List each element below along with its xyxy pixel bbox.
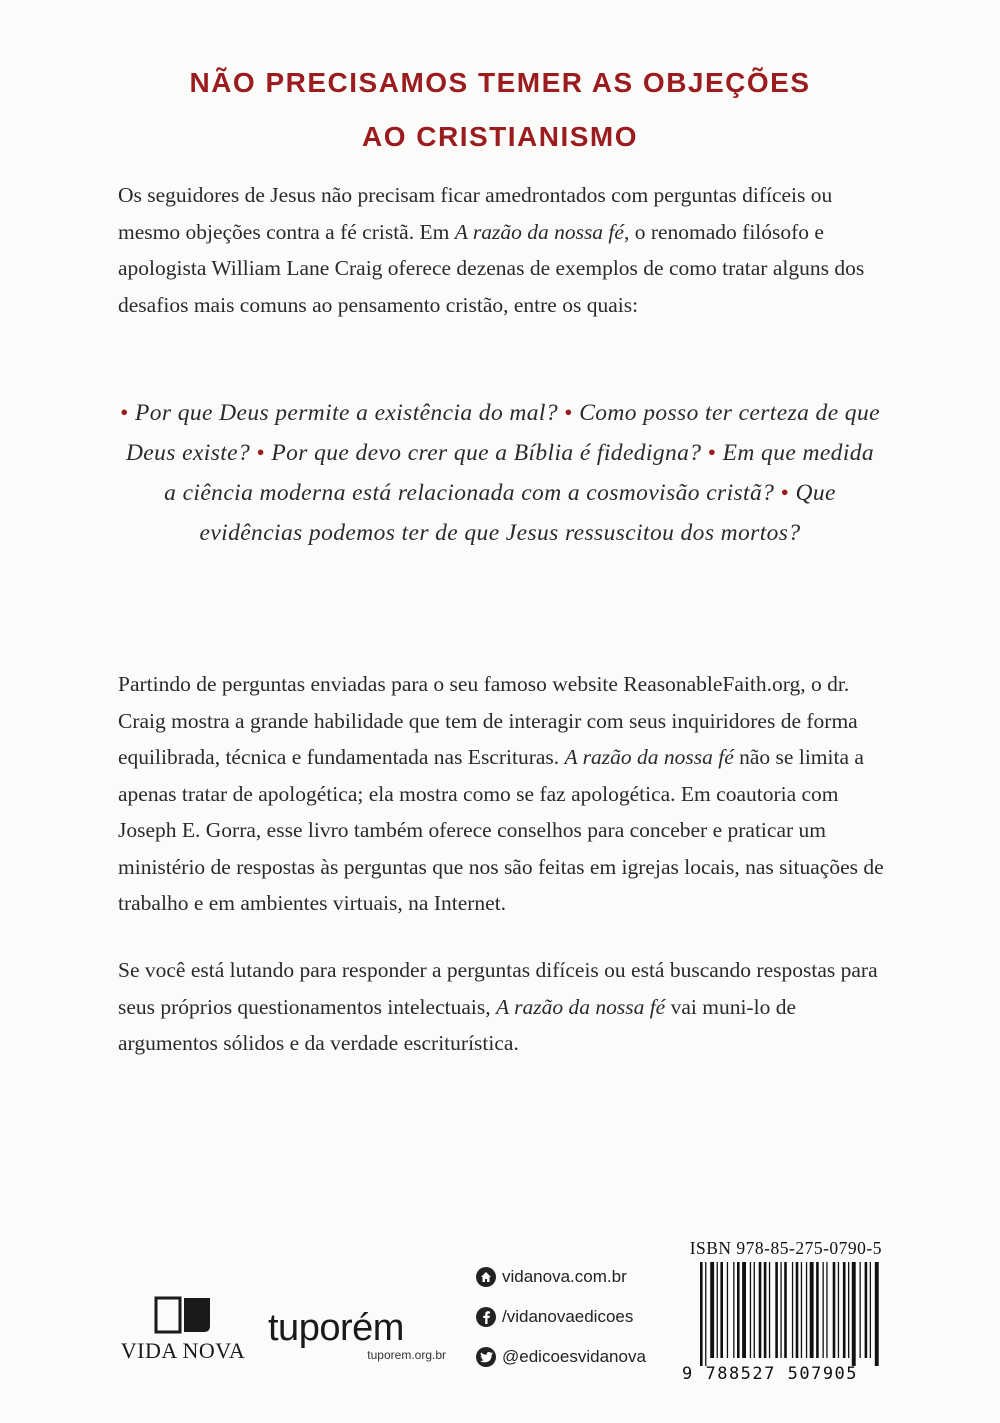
body2-text-1: Partindo de perguntas enviadas para o seu famoso website ReasonableFaith.org, o dr. Craig mostra a grande habilidade que tem de interagir com seus inquiridores de forma equilibrada, técnica e fundamentada nas Escrituras. xyxy=(118,672,858,769)
barcode-digits: 9 788527 507905 xyxy=(682,1364,859,1384)
facebook-icon xyxy=(476,1307,496,1327)
intro-text-2: , o renomado filósofo e apologista William Lane Craig oferece dezenas de exemplos de como tratar alguns dos desafios mais comuns ao pensamento cristão, entre os quais: xyxy=(118,219,865,317)
headline-line-2: AO CRISTIANISMO xyxy=(361,121,639,152)
question-4: Em que medida a ciência moderna está relacionada com a cosmovisão cristã? xyxy=(164,440,875,506)
barcode-bar xyxy=(792,1262,793,1358)
isbn-label: ISBN 978-85-275-0790-5 xyxy=(689,1238,882,1258)
body-paragraph-3 xyxy=(118,952,888,1062)
vida-nova-wordmark: VIDA NOVA xyxy=(120,1338,246,1363)
body3-text-1: Se você está lutando para responder a perguntas difíceis ou está buscando respostas para seus próprios questionamentos intelectuais, xyxy=(118,958,878,1019)
body2-book-title: A razão da nossa fé xyxy=(564,745,734,769)
bullet-1: • xyxy=(120,400,129,426)
barcode-bar xyxy=(737,1262,740,1358)
question-5: Que evidências podemos ter de que Jesus ressuscitou dos mortos? xyxy=(199,480,836,546)
barcode-bar xyxy=(816,1262,819,1358)
social-twitter xyxy=(476,1337,646,1377)
barcode-bar xyxy=(720,1262,723,1358)
barcode-bar xyxy=(870,1262,871,1358)
tuporem-wordmark: tuporém xyxy=(268,1307,404,1349)
barcode-bar xyxy=(700,1262,703,1366)
barcode-bar xyxy=(742,1262,746,1358)
vida-nova-book-icon xyxy=(148,1296,218,1336)
questions-list xyxy=(118,393,882,553)
question-1: Por que Deus permite a existência do mal? xyxy=(134,400,558,426)
back-cover-headline xyxy=(0,56,1000,164)
website-text: vidanova.com.br xyxy=(502,1267,627,1286)
barcode-bar xyxy=(769,1262,770,1358)
barcode-bar xyxy=(784,1262,787,1358)
tuporem-logo xyxy=(268,1308,448,1362)
bullet-2: • xyxy=(564,400,573,426)
intro-text-1: Os seguidores de Jesus não precisam ficar amedrontados com perguntas difíceis ou mesmo objeções contra a fé cristã. Em xyxy=(118,183,833,244)
barcode-bar xyxy=(810,1262,814,1358)
bullet-4: • xyxy=(707,440,717,466)
barcode-bar xyxy=(754,1262,755,1358)
intro-paragraph xyxy=(118,177,888,323)
barcode-bar xyxy=(838,1262,839,1358)
barcode-bar xyxy=(705,1262,706,1366)
barcode-bar xyxy=(860,1262,861,1358)
question-2: Como posso ter certeza de que Deus existe? xyxy=(125,400,880,466)
barcode-bar xyxy=(806,1262,807,1358)
barcode-bar xyxy=(801,1262,802,1358)
barcode-bar xyxy=(780,1262,781,1358)
vida-nova-logo xyxy=(118,1296,248,1364)
barcode-bar xyxy=(750,1262,751,1358)
barcode-bars xyxy=(682,1262,882,1366)
barcode-bar xyxy=(759,1262,762,1358)
facebook-text: /vidanovaedicoes xyxy=(502,1307,634,1326)
barcode-bar xyxy=(796,1262,799,1358)
barcode-bar xyxy=(848,1262,849,1358)
bullet-5: • xyxy=(780,480,790,506)
barcode-bar xyxy=(833,1262,836,1358)
twitter-text: @edicoesvidanova xyxy=(502,1347,646,1366)
barcode-bar xyxy=(764,1262,767,1358)
body-paragraph-2 xyxy=(118,666,888,922)
barcode-bar xyxy=(733,1262,734,1358)
barcode-bar xyxy=(823,1262,824,1358)
barcode-bar xyxy=(865,1262,868,1358)
barcode-bar xyxy=(843,1262,846,1358)
barcode-bar xyxy=(775,1262,778,1358)
social-links xyxy=(476,1257,646,1377)
barcode-bar xyxy=(875,1262,879,1366)
isbn-barcode xyxy=(682,1238,882,1384)
question-3: Por que devo crer que a Bíblia é fidedigna? xyxy=(271,440,702,466)
body3-book-title: A razão da nossa fé xyxy=(495,994,666,1019)
intro-book-title: A razão da nossa fé xyxy=(454,219,624,244)
bullet-3: • xyxy=(256,440,266,466)
tuporem-url: tuporem.org.br xyxy=(367,1348,446,1362)
barcode-bar xyxy=(826,1262,827,1358)
home-icon xyxy=(476,1267,496,1287)
social-facebook xyxy=(476,1297,646,1337)
barcode-bar xyxy=(852,1262,856,1366)
barcode-bar xyxy=(727,1262,728,1358)
headline-line-1: NÃO PRECISAMOS TEMER AS OBJEÇÕES xyxy=(189,67,811,98)
twitter-icon xyxy=(476,1347,496,1367)
barcode-bar xyxy=(710,1262,714,1358)
social-website xyxy=(476,1257,646,1297)
body3-text-2: vai muni-lo de argumentos sólidos e da verdade escriturística. xyxy=(118,994,796,1055)
body2-text-2: não se limita a apenas tratar de apologética; ela mostra como se faz apologética. Em coautoria com Joseph E. Gorra, esse livro também oferece conselhos para conceber e praticar um ministério de respostas às perguntas que nos são feitas em igrejas locais, nas situações de trabalho e em ambientes virtuais, na Internet. xyxy=(118,745,884,915)
barcode-bar xyxy=(717,1262,718,1358)
